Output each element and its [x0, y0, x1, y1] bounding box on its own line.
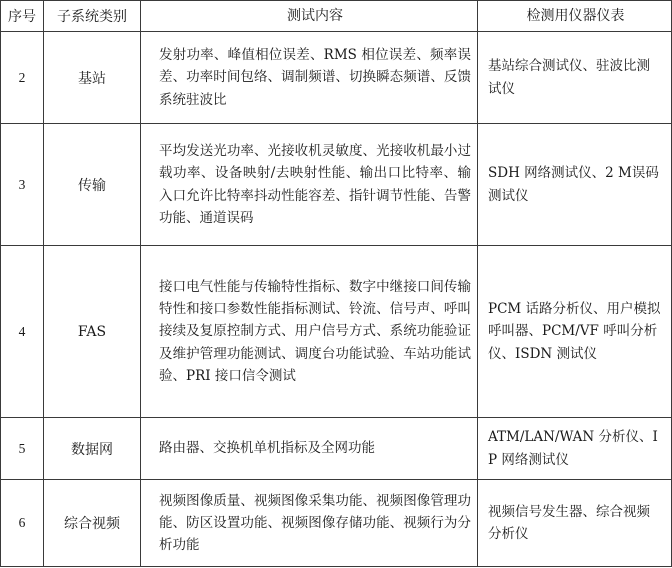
cell-subsystem: 综合视频	[44, 480, 141, 567]
cell-subsystem: 基站	[44, 32, 141, 124]
cell-content: 视频图像质量、视频图像采集功能、视频图像管理功能、防区设置功能、视频图像存储功能、视频行为分析功能	[141, 480, 478, 567]
table-row	[1, 480, 672, 567]
cell-content: 发射功率、峰值相位误差、RMS 相位误差、频率误差、功率时间包络、调制频谱、切换瞬态频谱、反馈系统驻波比	[141, 32, 478, 124]
table-row	[1, 246, 672, 418]
cell-subsystem: 传输	[44, 124, 141, 246]
header-seq: 序号	[1, 1, 44, 32]
cell-content: 平均发送光功率、光接收机灵敏度、光接收机最小过载功率、设备映射/去映射性能、输出口比特率、输入口允许比特率抖动性能容差、指针调节性能、告警功能、通道误码	[141, 124, 478, 246]
cell-seq: 3	[1, 124, 44, 246]
cell-seq: 6	[1, 480, 44, 567]
header-content: 测试内容	[141, 1, 478, 32]
cell-content: 接口电气性能与传输特性指标、数字中继接口间传输特性和接口参数性能指标测试、铃流、信号声、呼叫接续及复原控制方式、用户信号方式、系统功能验证及维护管理功能测试、调度台功能试验、车站功能试验、PRI 接口信令测试	[141, 246, 478, 418]
table-row	[1, 418, 672, 480]
cell-seq: 5	[1, 418, 44, 480]
cell-instruments: PCM 话路分析仪、用户模拟呼叫器、PCM/VF 呼叫分析仪、ISDN 测试仪	[478, 246, 672, 418]
cell-subsystem: FAS	[44, 246, 141, 418]
cell-content: 路由器、交换机单机指标及全网功能	[141, 418, 478, 480]
cell-instruments: SDH 网络测试仪、2 M误码测试仪	[478, 124, 672, 246]
cell-seq: 2	[1, 32, 44, 124]
table-row	[1, 124, 672, 246]
cell-subsystem: 数据网	[44, 418, 141, 480]
header-instruments: 检测用仪器仪表	[478, 1, 672, 32]
header-subsystem: 子系统类别	[44, 1, 141, 32]
cell-instruments: 基站综合测试仪、驻波比测试仪	[478, 32, 672, 124]
cell-instruments: 视频信号发生器、综合视频分析仪	[478, 480, 672, 567]
table-row	[1, 32, 672, 124]
cell-seq: 4	[1, 246, 44, 418]
cell-instruments: ATM/LAN/WAN 分析仪、IP 网络测试仪	[478, 418, 672, 480]
table-header-row	[1, 1, 672, 32]
